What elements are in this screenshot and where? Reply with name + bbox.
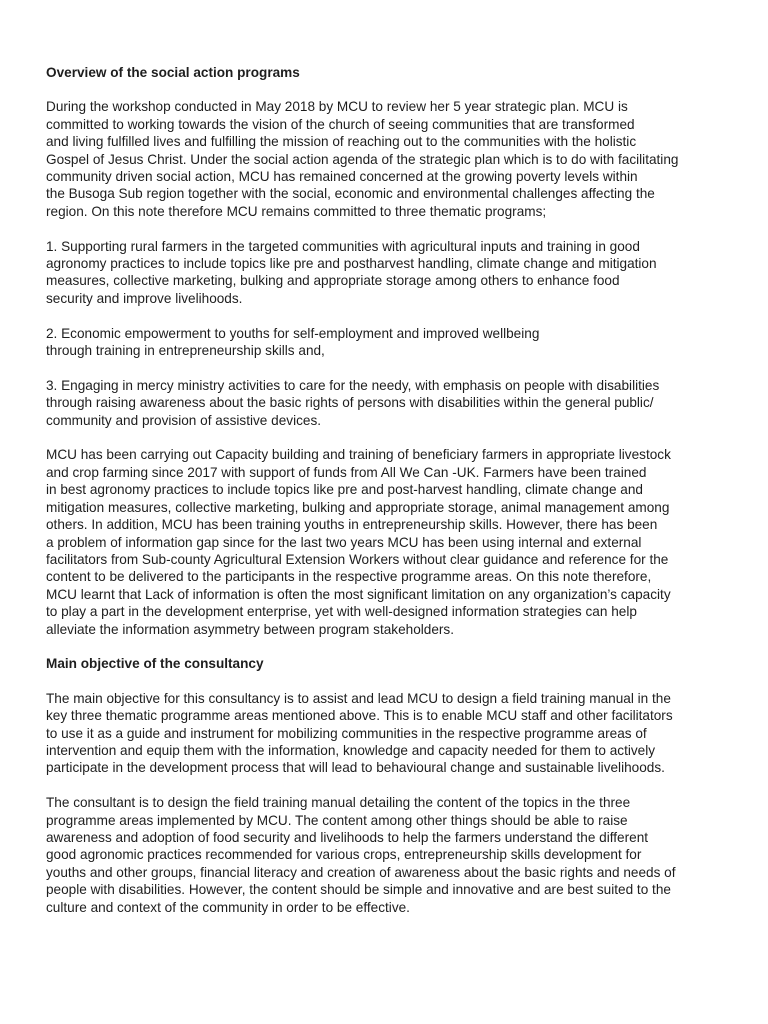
text-line: to use it as a guide and instrument for mobilizing communities in the respective programme areas of — [46, 725, 647, 741]
text-line: security and improve livelihoods. — [46, 290, 243, 306]
text-line: and crop farming since 2017 with support of funds from All We Can -UK. Farmers have been trained — [46, 464, 647, 480]
text-line: MCU learnt that Lack of information is often the most significant limitation on any organization’s capacity — [46, 586, 671, 602]
text-line: Gospel of Jesus Christ. Under the social action agenda of the strategic plan which is to do with facilitating — [46, 151, 679, 167]
text-line: region. On this note therefore MCU remains committed to three thematic programs; — [46, 203, 547, 219]
text-line: content to be delivered to the participants in the respective programme areas. On this note therefore, — [46, 569, 652, 585]
text-line: community and provision of assistive devices. — [46, 412, 322, 428]
text-line: and living fulfilled lives and fulfilling the mission of reaching out to the communities with the holistic — [46, 134, 637, 150]
text-line: MCU has been carrying out Capacity building and training of beneficiary farmers in appropriate livestock — [46, 447, 671, 463]
text-line: alleviate the information asymmetry between program stakeholders. — [46, 621, 455, 637]
text-line: participate in the development process that will lead to behavioural change and sustainable livelihoods. — [46, 760, 665, 776]
text-line: through raising awareness about the basic rights of persons with disabilities within the general public/ — [46, 395, 654, 411]
document-page — [46, 64, 736, 933]
text-line: people with disabilities. However, the content should be simple and innovative and are best suited to the — [46, 882, 671, 898]
text-line: key three thematic programme areas mentioned above. This is to enable MCU staff and other facilitators — [46, 708, 673, 724]
text-line: youths and other groups, financial literacy and creation of awareness about the basic rights and needs of — [46, 864, 676, 880]
text-line: in best agronomy practices to include topics like pre and post-harvest handling, climate change and — [46, 482, 643, 498]
text-line: good agronomic practices recommended for various crops, entrepreneurship skills development for — [46, 847, 642, 863]
list-item-program-2 — [46, 325, 736, 360]
text-line: 1. Supporting rural farmers in the targeted communities with agricultural inputs and training in good — [46, 238, 640, 254]
text-line: community driven social action, MCU has remained concerned at the growing poverty levels within — [46, 169, 638, 185]
paragraph-workshop-intro — [46, 98, 736, 220]
paragraph-consultant-tasks — [46, 794, 736, 916]
text-line: awareness and adoption of food security and livelihoods to help the farmers understand the different — [46, 829, 649, 845]
text-line: intervention and equip them with the information, knowledge and capacity needed for them to actively — [46, 742, 656, 758]
text-line: through training in entrepreneurship skills and, — [46, 343, 325, 359]
text-line: The consultant is to design the field training manual detailing the content of the topics in the three — [46, 795, 631, 811]
text-line: culture and context of the community in order to be effective. — [46, 899, 410, 915]
text-line: measures, collective marketing, bulking and appropriate storage among others to enhance food — [46, 273, 620, 289]
paragraph-capacity-building — [46, 446, 736, 637]
text-line: mitigation measures, collective marketing, bulking and appropriate storage, animal management among — [46, 499, 670, 515]
section-heading-overview: Overview of the social action programs — [46, 65, 300, 80]
text-line: programme areas implemented by MCU. The content among other things should be able to raise — [46, 812, 628, 828]
text-line: During the workshop conducted in May 2018 by MCU to review her 5 year strategic plan. MCU is — [46, 99, 628, 115]
text-line: facilitators from Sub-county Agricultural Extension Workers without clear guidance and reference for the — [46, 551, 669, 567]
paragraph-main-objective — [46, 690, 736, 777]
text-line: The main objective for this consultancy is to assist and lead MCU to design a field training manual in the — [46, 690, 671, 706]
text-line: the Busoga Sub region together with the social, economic and environmental challenges affecting the — [46, 186, 655, 202]
text-line: to play a part in the development enterprise, yet with well-designed information strategies can help — [46, 604, 637, 620]
text-line: a problem of information gap since for the last two years MCU has been using internal and external — [46, 534, 642, 550]
text-line: 3. Engaging in mercy ministry activities to care for the needy, with emphasis on people with disabilities — [46, 377, 660, 393]
section-heading-main-objective: Main objective of the consultancy — [46, 656, 264, 672]
list-item-program-1 — [46, 238, 736, 308]
text-line: agronomy practices to include topics like pre and postharvest handling, climate change and mitigation — [46, 256, 657, 272]
text-line: committed to working towards the vision of the church of seeing communities that are transformed — [46, 116, 635, 132]
text-line: others. In addition, MCU has been training youths in entrepreneurship skills. However, there has been — [46, 517, 658, 533]
text-line: 2. Economic empowerment to youths for self-employment and improved wellbeing — [46, 325, 540, 341]
list-item-program-3 — [46, 377, 736, 429]
